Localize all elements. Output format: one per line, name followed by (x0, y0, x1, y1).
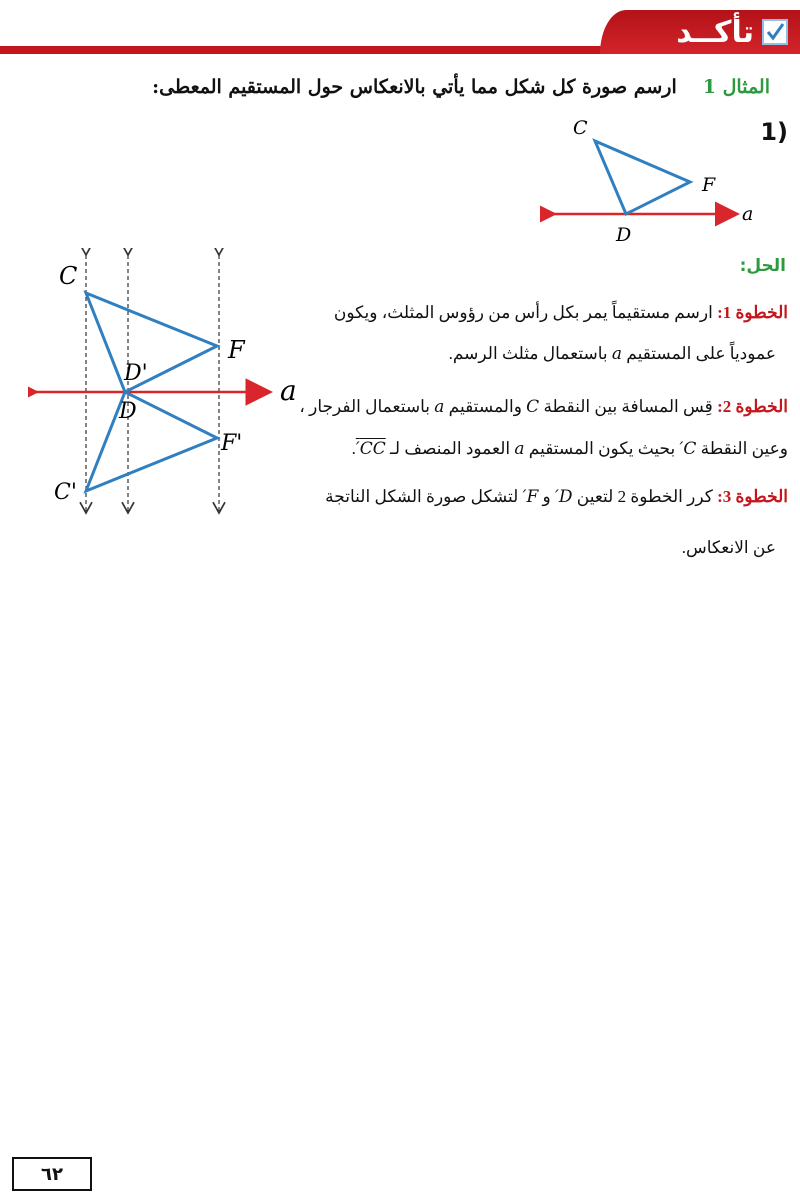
var-f-prime: F′ (522, 487, 539, 507)
example-label: المثال 1 (702, 76, 770, 98)
triangle-image (86, 392, 217, 491)
header-tab (600, 10, 800, 54)
label-c: C (573, 117, 588, 139)
step1-line1 (298, 302, 788, 324)
var-a: a (434, 397, 445, 417)
step2-text2a: وعين النقطة (700, 439, 788, 458)
label-f-prime: F' (221, 431, 243, 456)
step2-text1a: قِس المسافة بين النقطة (543, 397, 713, 416)
label-a: a (742, 203, 754, 225)
label-d: D (616, 224, 632, 246)
section-title: تأكــد (676, 14, 754, 50)
step1-text2a: عمودياً على المستقيم (626, 344, 776, 363)
step1-label: الخطوة 1: (717, 303, 788, 322)
step2-label: الخطوة 2: (717, 397, 788, 416)
step3-text1b: و (542, 487, 551, 506)
step2-period: . (351, 439, 356, 458)
step3-text1a: كرر الخطوة 2 لتعين (576, 487, 713, 506)
label-c: C (59, 262, 78, 290)
label-f: F (702, 174, 716, 196)
label-f: F (228, 336, 245, 364)
step2-text2b: بحيث يكون المستقيم (528, 439, 676, 458)
step1-text2b: باستعمال مثلث الرسم. (448, 344, 608, 363)
example-statement (30, 76, 770, 98)
label-d-prime: D' (124, 361, 148, 386)
step2-line1 (298, 396, 788, 418)
step2-text1c: باستعمال الفرجار ، (299, 397, 430, 416)
label-d: D (119, 399, 137, 424)
solution-label: الحل: (739, 256, 786, 276)
var-a: a (514, 439, 525, 459)
step3-text1c: لتشكل صورة الشكل الناتجة (325, 487, 519, 506)
page-number: ٦٢ (12, 1157, 92, 1191)
step3-line2: عن الانعكاس. (681, 538, 776, 557)
checkbox-icon (762, 19, 788, 45)
step2-text2c: العمود المنصف لـ (389, 439, 511, 458)
var-c: C (526, 397, 540, 417)
step1-text1: ارسم مستقيماً يمر بكل رأس من رؤوس المثلث، ويكون (333, 303, 713, 322)
var-a: a (611, 344, 622, 364)
triangle-original (86, 293, 217, 392)
var-d-prime: D′ (555, 487, 573, 507)
step1-line2 (286, 343, 776, 365)
triangle-cfd (595, 141, 690, 214)
problem-figure (540, 112, 780, 247)
step3-line1 (298, 486, 788, 508)
example-text: ارسم صورة كل شكل مما يأتي بالانعكاس حول المستقيم المعطى: (152, 76, 677, 98)
step2-line2 (298, 438, 788, 460)
step2-text1b: والمستقيم (448, 397, 522, 416)
var-c-prime: C′ (679, 439, 697, 459)
label-c-prime: C' (54, 480, 77, 505)
problem-number: 1) (760, 118, 788, 146)
label-a: a (280, 374, 297, 407)
step3-label: الخطوة 3: (717, 487, 788, 506)
segment-cc-prime: CC′ (355, 439, 386, 459)
solution-figure (28, 248, 318, 523)
